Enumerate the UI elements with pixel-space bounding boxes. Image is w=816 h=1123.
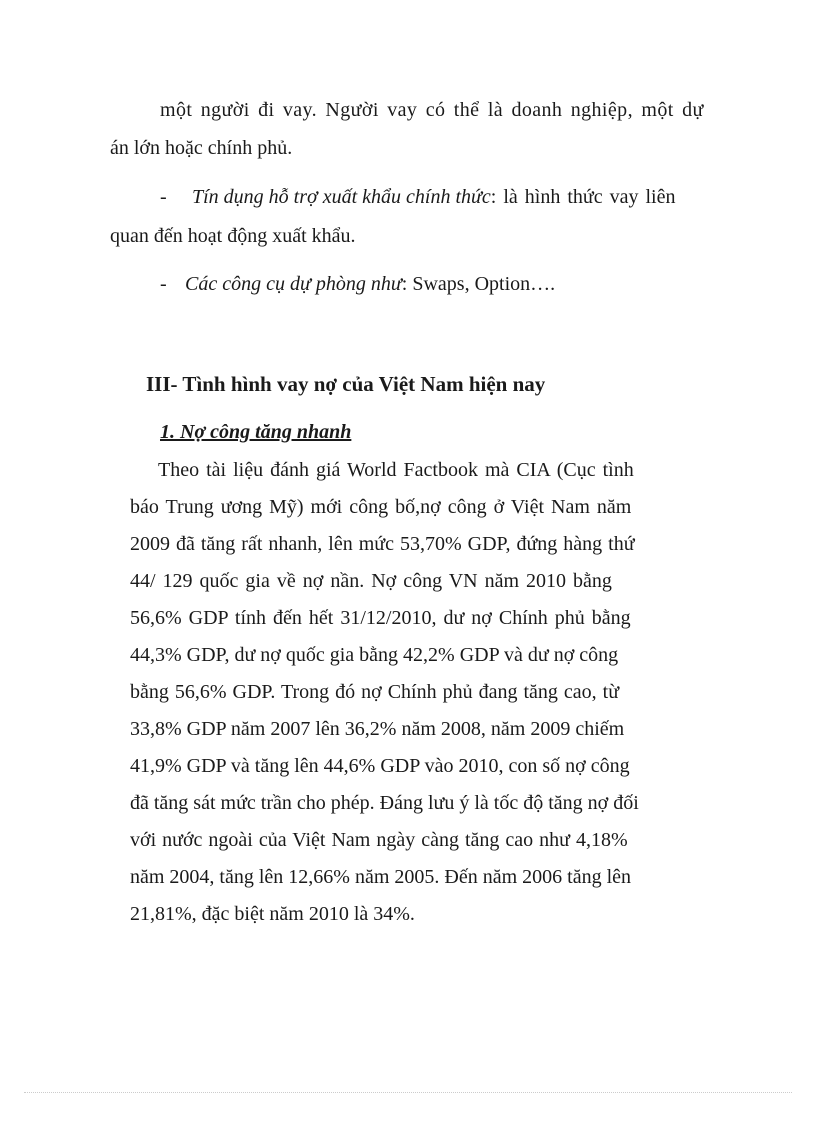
- section-subheading: 1. Nợ công tăng nhanh: [160, 421, 352, 443]
- body-line: 44/ 129 quốc gia về nợ nần. Nợ công VN năm 2010 bằng: [130, 570, 612, 592]
- body-line: Theo tài liệu đánh giá World Factbook mà CIA (Cục tình: [158, 459, 634, 481]
- bullet-term: Tín dụng hỗ trợ xuất khẩu chính thức: [192, 186, 491, 208]
- body-line: năm 2004, tăng lên 12,66% năm 2005. Đến năm 2006 tăng lên: [130, 866, 632, 888]
- bullet-text: : Swaps, Option….: [401, 273, 556, 295]
- body-line: 21,81%, đặc biệt năm 2010 là 34%.: [130, 903, 415, 925]
- body-line: 41,9% GDP và tăng lên 44,6% GDP vào 2010, con số nợ công: [130, 755, 630, 777]
- body-line: báo Trung ương Mỹ) mới công bố,nợ công ở Việt Nam năm: [130, 496, 632, 518]
- page-bottom-rule: [24, 1092, 792, 1093]
- bullet-dash: -: [160, 186, 167, 208]
- body-line: 2009 đã tăng rất nhanh, lên mức 53,70% GDP, đứng hàng thứ: [130, 533, 635, 555]
- body-line: 33,8% GDP năm 2007 lên 36,2% năm 2008, năm 2009 chiếm: [130, 718, 625, 740]
- paragraph-line: [110, 136, 292, 160]
- body-line: với nước ngoài của Việt Nam ngày càng tăng cao như 4,18%: [130, 829, 628, 851]
- body-line: 44,3% GDP, dư nợ quốc gia bằng 42,2% GDP và dư nợ công: [130, 644, 619, 666]
- paragraph-text: một người đi vay. Người vay có thể là doanh nghiệp, một dự: [160, 99, 704, 121]
- bullet-dash: -: [160, 273, 167, 295]
- bullet-line: [192, 185, 675, 209]
- bullet-line: [185, 272, 555, 296]
- paragraph-text: án lớn hoặc chính phủ.: [110, 137, 293, 159]
- bullet-text: quan đến hoạt động xuất khẩu.: [110, 225, 356, 247]
- body-line: bằng 56,6% GDP. Trong đó nợ Chính phủ đang tăng cao, từ: [130, 681, 620, 703]
- body-line: đã tăng sát mức trần cho phép. Đáng lưu ý là tốc độ tăng nợ đối: [130, 792, 639, 814]
- bullet-term: Các công cụ dự phòng như: [185, 273, 402, 295]
- body-line: 56,6% GDP tính đến hết 31/12/2010, dư nợ Chính phủ bằng: [130, 607, 631, 629]
- paragraph-line: [160, 98, 716, 122]
- bullet-text: : là hình thức vay liên: [490, 186, 676, 208]
- bullet-line: [110, 224, 356, 248]
- section-heading: III- Tình hình vay nợ của Việt Nam hiện nay: [146, 372, 546, 396]
